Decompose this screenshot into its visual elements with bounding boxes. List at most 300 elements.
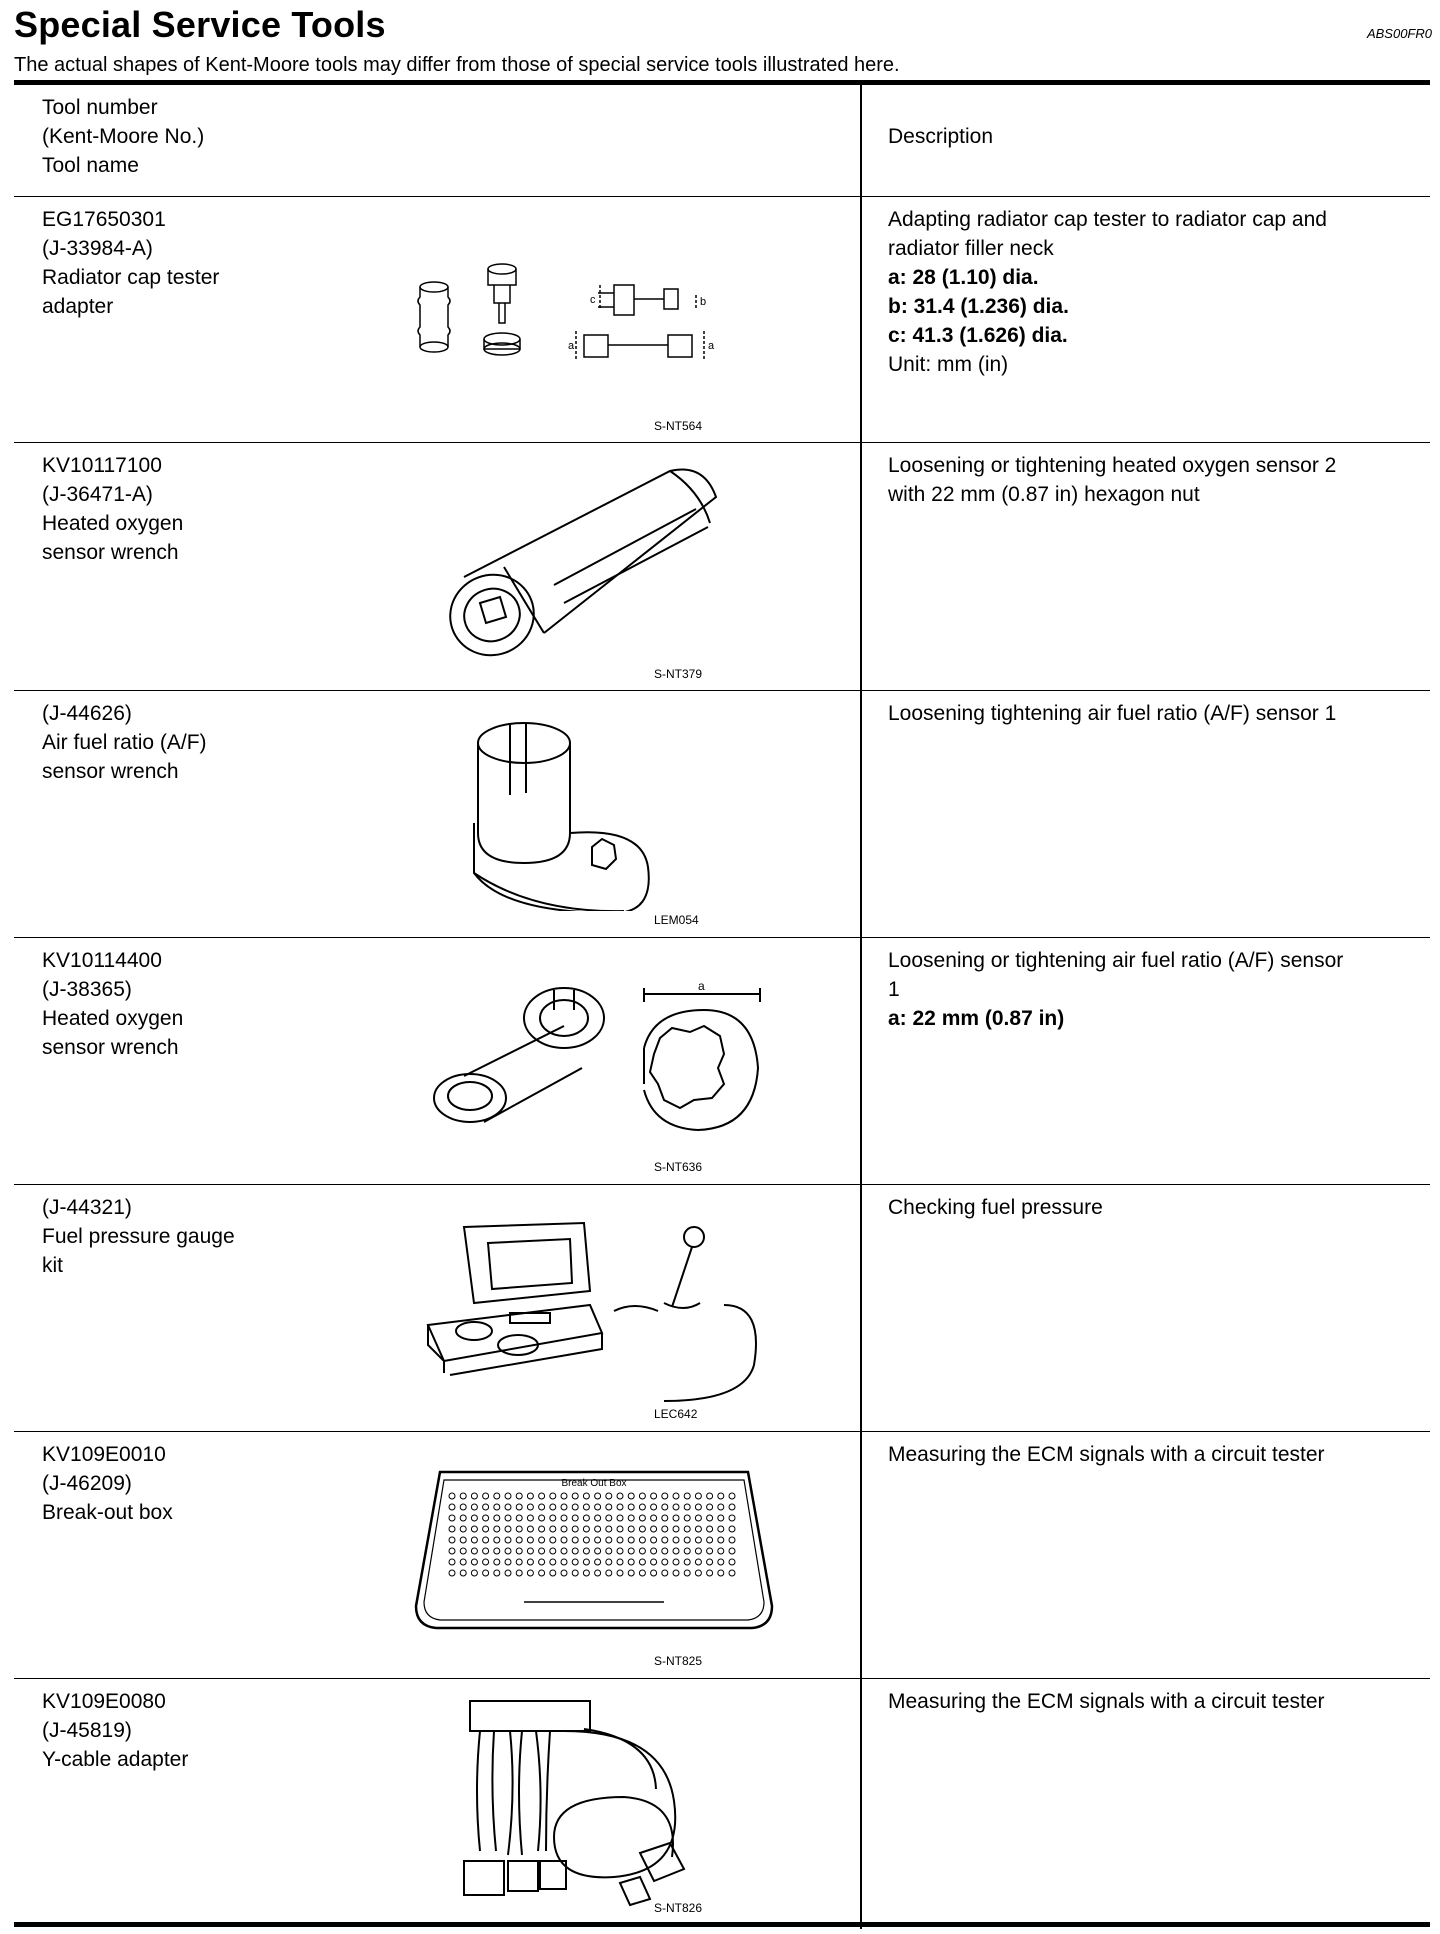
pin-hole bbox=[539, 1526, 545, 1532]
pin-hole bbox=[561, 1526, 567, 1532]
pin-hole bbox=[550, 1515, 556, 1521]
page-subtitle: The actual shapes of Kent-Moore tools may differ from those of special service tools illustrated here. bbox=[14, 54, 900, 76]
column-divider bbox=[860, 691, 862, 937]
pin-hole bbox=[449, 1559, 455, 1565]
pin-hole bbox=[673, 1537, 679, 1543]
table-row bbox=[14, 938, 1430, 1185]
pin-hole bbox=[662, 1548, 668, 1554]
table-row bbox=[14, 443, 1430, 691]
pin-hole bbox=[651, 1537, 657, 1543]
pin-hole bbox=[606, 1548, 612, 1554]
pin-hole bbox=[595, 1548, 601, 1554]
pin-hole bbox=[583, 1515, 589, 1521]
pin-hole bbox=[494, 1570, 500, 1576]
pin-hole bbox=[527, 1493, 533, 1499]
pin-hole bbox=[494, 1537, 500, 1543]
pin-hole bbox=[695, 1515, 701, 1521]
pin-hole bbox=[527, 1570, 533, 1576]
column-divider bbox=[860, 1432, 862, 1678]
dimension-label-a: a bbox=[698, 979, 705, 993]
pin-hole bbox=[606, 1537, 612, 1543]
description-line: radiator filler neck bbox=[888, 237, 1054, 260]
pin-hole bbox=[505, 1515, 511, 1521]
break-out-box-label: Break Out Box bbox=[561, 1478, 627, 1489]
pin-hole bbox=[516, 1526, 522, 1532]
pin-hole bbox=[606, 1515, 612, 1521]
pin-hole bbox=[460, 1548, 466, 1554]
pin-hole bbox=[483, 1537, 489, 1543]
pin-hole bbox=[628, 1548, 634, 1554]
pin-hole bbox=[539, 1570, 545, 1576]
pin-hole bbox=[651, 1493, 657, 1499]
kent-moore-number: (J-46209) bbox=[42, 1472, 132, 1495]
pin-hole bbox=[583, 1548, 589, 1554]
pin-hole bbox=[471, 1504, 477, 1510]
pin-hole bbox=[639, 1526, 645, 1532]
pin-hole bbox=[662, 1559, 668, 1565]
pin-hole bbox=[449, 1537, 455, 1543]
kent-moore-number: (J-44626) bbox=[42, 702, 132, 725]
pin-hole bbox=[539, 1493, 545, 1499]
column-divider bbox=[860, 1679, 862, 1929]
pin-hole bbox=[718, 1537, 724, 1543]
dimension-label-b: b bbox=[700, 296, 707, 308]
tool-description bbox=[888, 1440, 1418, 1469]
table-row bbox=[14, 691, 1430, 938]
description-line: Checking fuel pressure bbox=[888, 1196, 1103, 1219]
pin-hole bbox=[516, 1548, 522, 1554]
pin-hole bbox=[494, 1493, 500, 1499]
pin-hole bbox=[628, 1526, 634, 1532]
description-unit: Unit: mm (in) bbox=[888, 353, 1009, 376]
pin-hole bbox=[718, 1548, 724, 1554]
kent-moore-number: (J-38365) bbox=[42, 978, 132, 1001]
pin-hole bbox=[483, 1504, 489, 1510]
tool-info bbox=[42, 205, 219, 321]
kent-moore-number: (J-33984-A) bbox=[42, 237, 153, 260]
tool-info bbox=[42, 1193, 235, 1280]
pin-hole bbox=[494, 1515, 500, 1521]
pin-hole bbox=[707, 1504, 713, 1510]
pin-hole bbox=[527, 1504, 533, 1510]
description-line: Measuring the ECM signals with a circuit tester bbox=[888, 1443, 1325, 1466]
pin-hole bbox=[695, 1559, 701, 1565]
pin-hole bbox=[449, 1493, 455, 1499]
tool-name: Break-out box bbox=[42, 1501, 173, 1524]
pin-hole bbox=[673, 1515, 679, 1521]
table-header-row bbox=[14, 85, 1430, 197]
pin-hole bbox=[572, 1526, 578, 1532]
tool-name: sensor wrench bbox=[42, 760, 179, 783]
document-code: ABS00FR0 bbox=[1366, 26, 1432, 41]
table-row bbox=[14, 1432, 1430, 1679]
pin-hole bbox=[494, 1526, 500, 1532]
pin-hole bbox=[561, 1537, 567, 1543]
af-sensor-wrench-illustration bbox=[454, 711, 654, 911]
description-line: Loosening tightening air fuel ratio (A/F) sensor 1 bbox=[888, 702, 1337, 725]
tool-name: kit bbox=[42, 1254, 63, 1277]
description-line: Loosening or tightening heated oxygen sensor 2 bbox=[888, 454, 1337, 477]
pin-hole bbox=[729, 1493, 735, 1499]
tool-name: Fuel pressure gauge bbox=[42, 1225, 235, 1248]
table-row bbox=[14, 1679, 1430, 1929]
description-line: Loosening or tightening air fuel ratio (A/F) sensor bbox=[888, 949, 1344, 972]
pin-hole bbox=[449, 1515, 455, 1521]
pin-hole bbox=[617, 1537, 623, 1543]
pin-hole bbox=[561, 1493, 567, 1499]
tool-info bbox=[42, 1687, 188, 1774]
pin-hole bbox=[673, 1493, 679, 1499]
break-out-box-illustration bbox=[414, 1466, 774, 1634]
pin-hole bbox=[729, 1570, 735, 1576]
pin-hole bbox=[639, 1504, 645, 1510]
pin-hole bbox=[595, 1570, 601, 1576]
pin-hole bbox=[550, 1548, 556, 1554]
pin-hole bbox=[617, 1526, 623, 1532]
pin-hole bbox=[561, 1570, 567, 1576]
page-title: Special Service Tools bbox=[14, 4, 386, 45]
pin-hole bbox=[673, 1526, 679, 1532]
pin-hole bbox=[583, 1570, 589, 1576]
pin-hole bbox=[460, 1504, 466, 1510]
pin-hole bbox=[684, 1548, 690, 1554]
pin-hole bbox=[595, 1515, 601, 1521]
pin-hole bbox=[483, 1526, 489, 1532]
table-row bbox=[14, 1185, 1430, 1432]
pin-hole bbox=[617, 1570, 623, 1576]
pin-hole bbox=[583, 1559, 589, 1565]
description-line: Adapting radiator cap tester to radiator cap and bbox=[888, 208, 1327, 231]
pin-hole bbox=[617, 1548, 623, 1554]
pin-hole bbox=[516, 1559, 522, 1565]
figure-id: S-NT826 bbox=[654, 1901, 703, 1915]
radiator-cap-tester-adapter-illustration bbox=[404, 255, 784, 375]
pin-hole bbox=[651, 1559, 657, 1565]
pin-hole bbox=[651, 1515, 657, 1521]
pin-hole bbox=[595, 1504, 601, 1510]
pin-hole bbox=[561, 1515, 567, 1521]
header-line: Tool number bbox=[42, 96, 158, 119]
pin-hole bbox=[505, 1493, 511, 1499]
tool-description bbox=[888, 205, 1418, 379]
pin-hole bbox=[527, 1537, 533, 1543]
pin-hole bbox=[729, 1504, 735, 1510]
tool-name: Radiator cap tester bbox=[42, 266, 220, 289]
fuel-pressure-gauge-kit-illustration bbox=[414, 1221, 774, 1411]
figure-id: S-NT825 bbox=[654, 1654, 703, 1668]
pin-hole bbox=[707, 1515, 713, 1521]
pin-hole bbox=[583, 1493, 589, 1499]
pin-hole bbox=[662, 1570, 668, 1576]
pin-hole bbox=[718, 1504, 724, 1510]
pin-hole bbox=[483, 1570, 489, 1576]
figure-id: S-NT379 bbox=[654, 667, 703, 681]
pin-hole bbox=[617, 1493, 623, 1499]
pin-hole bbox=[572, 1493, 578, 1499]
pin-hole bbox=[695, 1493, 701, 1499]
pin-hole bbox=[471, 1548, 477, 1554]
pin-hole bbox=[639, 1559, 645, 1565]
pin-hole bbox=[449, 1526, 455, 1532]
pin-hole bbox=[460, 1559, 466, 1565]
bottom-rule bbox=[14, 1922, 1430, 1927]
pin-hole bbox=[483, 1548, 489, 1554]
header-tool-column bbox=[42, 93, 204, 180]
pin-hole bbox=[449, 1570, 455, 1576]
tool-description bbox=[888, 1193, 1418, 1222]
pin-hole bbox=[662, 1526, 668, 1532]
pin-hole bbox=[684, 1504, 690, 1510]
pin-hole bbox=[628, 1559, 634, 1565]
pin-hole bbox=[695, 1537, 701, 1543]
pin-hole bbox=[561, 1548, 567, 1554]
pin-hole bbox=[651, 1570, 657, 1576]
pin-hole bbox=[718, 1559, 724, 1565]
pin-hole bbox=[516, 1504, 522, 1510]
pin-hole bbox=[471, 1537, 477, 1543]
pin-hole bbox=[505, 1537, 511, 1543]
pin-hole bbox=[550, 1570, 556, 1576]
tool-number: KV10117100 bbox=[42, 454, 162, 477]
column-divider bbox=[860, 938, 862, 1184]
pin-hole bbox=[606, 1493, 612, 1499]
column-divider bbox=[860, 85, 862, 196]
dimension-label-a: a bbox=[708, 340, 715, 352]
pin-hole bbox=[617, 1515, 623, 1521]
pin-hole bbox=[572, 1504, 578, 1510]
column-divider bbox=[860, 1185, 862, 1431]
pin-hole bbox=[572, 1548, 578, 1554]
pin-hole bbox=[471, 1526, 477, 1532]
pin-hole bbox=[550, 1559, 556, 1565]
pin-hole bbox=[651, 1526, 657, 1532]
pin-hole bbox=[539, 1559, 545, 1565]
pin-hole bbox=[550, 1526, 556, 1532]
pin-hole bbox=[471, 1493, 477, 1499]
pin-hole bbox=[628, 1504, 634, 1510]
pin-hole bbox=[471, 1559, 477, 1565]
pin-hole bbox=[651, 1504, 657, 1510]
heated-oxygen-sensor-wrench-illustration bbox=[434, 457, 754, 667]
tool-info bbox=[42, 1440, 173, 1527]
pin-hole bbox=[639, 1548, 645, 1554]
pin-hole bbox=[695, 1548, 701, 1554]
pin-hole bbox=[516, 1570, 522, 1576]
tool-description bbox=[888, 451, 1418, 509]
pin-hole bbox=[684, 1515, 690, 1521]
pin-hole bbox=[572, 1537, 578, 1543]
pin-hole bbox=[583, 1504, 589, 1510]
pin-hole bbox=[505, 1548, 511, 1554]
dimension-label-c: c bbox=[590, 294, 596, 306]
pin-hole bbox=[527, 1515, 533, 1521]
pin-hole bbox=[673, 1570, 679, 1576]
pin-hole bbox=[606, 1559, 612, 1565]
pin-hole bbox=[617, 1504, 623, 1510]
description-dimension: a: 22 mm (0.87 in) bbox=[888, 1007, 1065, 1030]
tool-info bbox=[42, 451, 183, 567]
pin-hole bbox=[628, 1515, 634, 1521]
tool-name: Air fuel ratio (A/F) bbox=[42, 731, 207, 754]
pin-hole bbox=[494, 1548, 500, 1554]
y-cable-adapter-illustration bbox=[434, 1693, 714, 1909]
figure-id: S-NT636 bbox=[654, 1160, 703, 1174]
flare-nut-wrench-illustration bbox=[414, 978, 774, 1168]
pin-hole bbox=[539, 1548, 545, 1554]
pin-hole bbox=[707, 1493, 713, 1499]
header-description: Description bbox=[888, 125, 994, 148]
tool-name: adapter bbox=[42, 295, 114, 318]
header-line: Tool name bbox=[42, 154, 139, 177]
pin-hole bbox=[572, 1559, 578, 1565]
pin-hole bbox=[639, 1515, 645, 1521]
pin-hole bbox=[516, 1493, 522, 1499]
pin-hole bbox=[729, 1537, 735, 1543]
tool-description bbox=[888, 699, 1418, 728]
pin-hole bbox=[483, 1515, 489, 1521]
pin-hole bbox=[673, 1504, 679, 1510]
figure-id: LEM054 bbox=[654, 913, 699, 927]
pin-hole bbox=[505, 1526, 511, 1532]
pin-hole bbox=[527, 1526, 533, 1532]
tool-name: sensor wrench bbox=[42, 1036, 179, 1059]
pin-hole bbox=[494, 1559, 500, 1565]
description-line: 1 bbox=[888, 978, 900, 1001]
kent-moore-number: (J-36471-A) bbox=[42, 483, 153, 506]
pin-hole bbox=[606, 1504, 612, 1510]
tool-info bbox=[42, 699, 207, 786]
pin-hole bbox=[684, 1559, 690, 1565]
pin-hole bbox=[617, 1559, 623, 1565]
pin-hole bbox=[539, 1537, 545, 1543]
description-line: with 22 mm (0.87 in) hexagon nut bbox=[888, 483, 1200, 506]
pin-hole bbox=[684, 1493, 690, 1499]
pin-hole bbox=[561, 1504, 567, 1510]
pin-hole bbox=[449, 1504, 455, 1510]
tool-info bbox=[42, 946, 183, 1062]
pin-hole bbox=[550, 1537, 556, 1543]
tool-number: KV10114400 bbox=[42, 949, 162, 972]
description-dimension: c: 41.3 (1.626) dia. bbox=[888, 324, 1068, 347]
pin-hole bbox=[550, 1493, 556, 1499]
pin-hole bbox=[483, 1493, 489, 1499]
pin-hole bbox=[572, 1570, 578, 1576]
pin-hole bbox=[628, 1493, 634, 1499]
tool-description bbox=[888, 946, 1418, 1033]
pin-hole bbox=[718, 1493, 724, 1499]
description-dimension: a: 28 (1.10) dia. bbox=[888, 266, 1039, 289]
tool-name: Y-cable adapter bbox=[42, 1748, 189, 1771]
figure-id: LEC642 bbox=[654, 1407, 698, 1421]
pin-hole bbox=[639, 1493, 645, 1499]
pin-hole bbox=[639, 1537, 645, 1543]
dimension-label-a: a bbox=[568, 340, 575, 352]
pin-hole bbox=[449, 1548, 455, 1554]
pin-hole bbox=[707, 1537, 713, 1543]
pin-hole bbox=[695, 1570, 701, 1576]
tool-name: Heated oxygen bbox=[42, 512, 184, 535]
tool-name: Heated oxygen bbox=[42, 1007, 184, 1030]
pin-hole bbox=[595, 1493, 601, 1499]
pin-hole bbox=[684, 1526, 690, 1532]
pin-hole bbox=[527, 1548, 533, 1554]
pin-hole bbox=[460, 1526, 466, 1532]
pin-hole bbox=[595, 1526, 601, 1532]
table-row bbox=[14, 197, 1430, 443]
column-divider bbox=[860, 197, 862, 442]
pin-hole bbox=[662, 1515, 668, 1521]
pin-hole bbox=[707, 1570, 713, 1576]
pin-hole bbox=[729, 1548, 735, 1554]
pin-hole bbox=[707, 1548, 713, 1554]
pin-hole bbox=[684, 1570, 690, 1576]
kent-moore-number: (J-45819) bbox=[42, 1719, 132, 1742]
pin-hole bbox=[695, 1526, 701, 1532]
pin-hole bbox=[583, 1537, 589, 1543]
pin-hole bbox=[539, 1504, 545, 1510]
pin-hole bbox=[471, 1515, 477, 1521]
pin-hole bbox=[718, 1515, 724, 1521]
pin-hole bbox=[505, 1504, 511, 1510]
pin-hole bbox=[505, 1559, 511, 1565]
pin-hole bbox=[628, 1570, 634, 1576]
pin-hole bbox=[662, 1493, 668, 1499]
pin-hole bbox=[460, 1537, 466, 1543]
tool-number: KV109E0080 bbox=[42, 1690, 166, 1713]
pin-hole bbox=[718, 1570, 724, 1576]
pin-hole bbox=[471, 1570, 477, 1576]
tools-table bbox=[14, 85, 1430, 1929]
pin-hole bbox=[516, 1537, 522, 1543]
pin-hole bbox=[460, 1570, 466, 1576]
pin-hole bbox=[707, 1559, 713, 1565]
pin-hole bbox=[561, 1559, 567, 1565]
pin-hole bbox=[639, 1570, 645, 1576]
pin-hole bbox=[729, 1559, 735, 1565]
pin-hole bbox=[673, 1548, 679, 1554]
pin-hole bbox=[539, 1515, 545, 1521]
tool-number: EG17650301 bbox=[42, 208, 166, 231]
pin-hole bbox=[460, 1515, 466, 1521]
description-line: Measuring the ECM signals with a circuit tester bbox=[888, 1690, 1325, 1713]
pin-hole bbox=[550, 1504, 556, 1510]
pin-hole bbox=[729, 1515, 735, 1521]
kent-moore-number: (J-44321) bbox=[42, 1196, 132, 1219]
pin-hole bbox=[527, 1559, 533, 1565]
pin-hole bbox=[651, 1548, 657, 1554]
pin-hole bbox=[695, 1504, 701, 1510]
pin-hole bbox=[729, 1526, 735, 1532]
pin-hole bbox=[707, 1526, 713, 1532]
tool-number: KV109E0010 bbox=[42, 1443, 166, 1466]
pin-hole bbox=[673, 1559, 679, 1565]
pin-hole bbox=[583, 1526, 589, 1532]
header-line: (Kent-Moore No.) bbox=[42, 125, 205, 148]
tool-name: sensor wrench bbox=[42, 541, 179, 564]
column-divider bbox=[860, 443, 862, 690]
description-dimension: b: 31.4 (1.236) dia. bbox=[888, 295, 1069, 318]
pin-hole bbox=[684, 1537, 690, 1543]
pin-hole bbox=[595, 1537, 601, 1543]
pin-hole bbox=[516, 1515, 522, 1521]
pin-hole bbox=[505, 1570, 511, 1576]
tool-description bbox=[888, 1687, 1418, 1716]
pin-hole bbox=[606, 1570, 612, 1576]
pin-hole bbox=[595, 1559, 601, 1565]
pin-hole bbox=[662, 1504, 668, 1510]
pin-hole bbox=[718, 1526, 724, 1532]
pin-hole bbox=[483, 1559, 489, 1565]
